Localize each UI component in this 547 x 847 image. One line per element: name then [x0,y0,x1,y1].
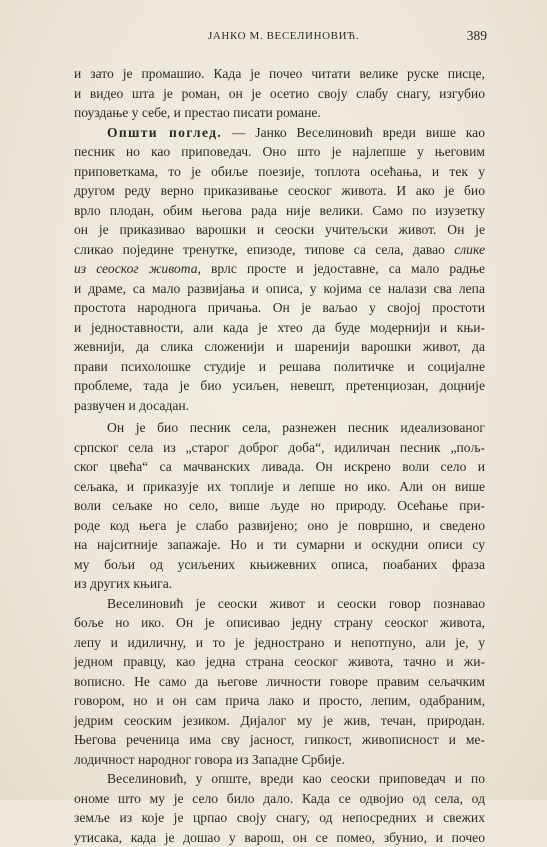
text-line: Он је био песник села, разнежен песник идеализованог [74,418,485,438]
paragraph [74,64,485,123]
text-line: Његова реченица има сву јасност, гипкост, живописност и ме- [74,730,485,750]
text-fragment: сликао поједине тренутке, епизоде, типове са села, давао [74,242,454,257]
text-line: му бољи од усиљених књижевних описа, поабаних фраза [74,555,485,575]
text-line: проблеме, тада је био усиљен, невешт, претенциозан, доцније [74,376,485,396]
italic-phrase: слике [454,242,485,257]
text-line: песник но као приповедач. Оно што је најлепше у његовим [74,142,485,162]
text-line: и драме, са мало развијања и описа, у којима се налази сва лепа [74,279,485,299]
page-body [74,64,485,847]
text-line: српског села из „старог доброг доба“, идиличан песник „пољ- [74,438,485,458]
text-line [74,259,485,279]
text-line: и једноставности, али када је хтео да буде модернији и књи- [74,318,485,338]
text-line: развучен и досадан. [74,396,485,416]
paragraph [74,594,485,770]
text-line: једрим сеоским језиком. Дијалог му је жив, течан, природан. [74,711,485,731]
text-line: једном правцу, као једна страна сеоског живота, тачно и жи- [74,652,485,672]
text-line: и зато је промашио. Када је почео читати велике руске писце, [74,64,485,84]
section-lead: Општи поглед. [107,125,222,140]
text-line: роде код њега је слабо развијено; оно је површно, и сведено [74,516,485,536]
text-line: простота народнога причања. Он је ваљао у својој простоти [74,298,485,318]
text-line: лепу и идиличну, и то је једнострано и непотпуно, али је, у [74,633,485,653]
paragraph [74,769,485,847]
text-line: ског цвећа“ са мачванских ливада. Он искрено воли село и [74,457,485,477]
text-line: воли сељаке но село, више људе но природу. Осећање при- [74,496,485,516]
text-fragment: врлс просте и једоставне, са мало радње [201,261,485,276]
text-line: вописно. Не само да његове личности говоре правим сељачким [74,672,485,692]
text-line: на најситније запажаје. Но и ти сумарни и оскудни описи су [74,535,485,555]
text-line: лодичност народног говора из Западне Србије. [74,750,485,770]
text-line [74,123,485,143]
text-line: врло плодан, обим његова рада није велики. Само по изузетку [74,201,485,221]
text-line: Веселиновић, у опште, вреди као сеоски приповедач и по [74,769,485,789]
text-line: говором, но и он сам прича лако и просто, лепим, одабраним, [74,691,485,711]
text-line: прави психолошке студије и решава политичке и социјалне [74,357,485,377]
text-line: жевнији, да слика сложенији и шаренији варошки живот, да [74,337,485,357]
running-head: ЈАНКО М. ВЕСЕЛИНОВИЋ. [208,30,359,42]
text-line: боље но ико. Он је описивао једну страну сеоског живота, [74,613,485,633]
text-line: он је приказивао варошки и сеоски учитељски живот. Он је [74,220,485,240]
text-line: земље из које је црпао своју снагу, од непосредних и свежих [74,808,485,828]
text-line: Веселиновић је сеоски живот и сеоски говор познавао [74,594,485,614]
paragraph [74,123,485,416]
text-line: и видео шта је роман, он је осетио своју слабу снагу, изгубио [74,84,485,104]
page-number: 389 [467,28,487,44]
text-line: из других књига. [74,574,485,594]
text-line: ономе што му је село било дало. Када се одвојио од села, од [74,789,485,809]
text-line: приповеткама, то је обиље поезије, топлота осећања, и тек у [74,162,485,182]
text-line: утисака, када је дошао у варош, он се помео, збунио, и почео [74,828,485,847]
page-header [74,30,487,46]
italic-phrase: из сеоског живота, [74,261,201,276]
text-fragment: — Јанко Веселиновић вреди више као [222,125,485,140]
text-line: поуздање у себе, и престао писати романе. [74,103,485,123]
text-line: сељака, и приказује их топлије и лепше но ико. Али он више [74,477,485,497]
text-line: другом реду верно приказивање сеоског живота. И ако је био [74,181,485,201]
paragraph [74,418,485,594]
text-line [74,240,485,260]
